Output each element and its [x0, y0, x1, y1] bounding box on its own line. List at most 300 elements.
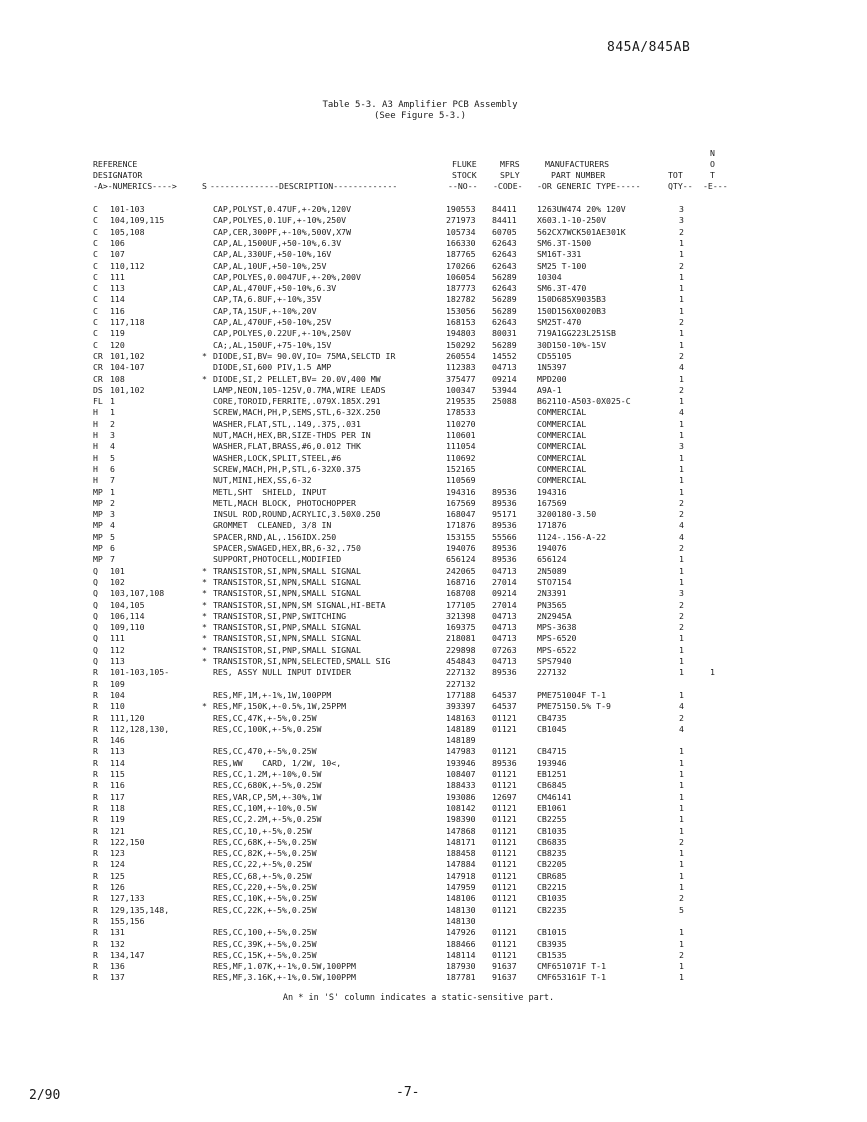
part-number: SM25 T-100 — [537, 260, 587, 271]
table-row — [0, 215, 867, 226]
part-number: EB1061 — [537, 802, 567, 813]
part-number: 167569 — [537, 497, 567, 508]
total-qty: 1 — [679, 769, 684, 779]
total-qty: 1 — [679, 249, 684, 260]
table-row — [0, 419, 867, 430]
total-qty: 2 — [679, 226, 684, 237]
fluke-stock-no: 271973 — [446, 215, 476, 226]
header-fluke: FLUKE — [452, 159, 477, 169]
fluke-stock-no: 147868 — [446, 825, 476, 836]
description: RES,CC,82K,+-5%,0.25W — [213, 848, 317, 859]
mfrs-sply-code: 09214 — [492, 588, 517, 599]
mfrs-sply-code: 60705 — [492, 226, 517, 237]
designator-prefix: C — [93, 305, 98, 316]
table-row — [0, 532, 867, 543]
total-qty: 2 — [679, 497, 684, 508]
part-number: 30D150-10%-15V — [537, 339, 607, 350]
designator-numerics: 1 — [110, 396, 115, 407]
designator-prefix: MP — [93, 497, 103, 508]
designator-numerics: 110,112 — [110, 260, 145, 271]
total-qty: 1 — [679, 373, 684, 384]
part-number: CM46141 — [537, 791, 572, 802]
fluke-stock-no: 152165 — [446, 463, 476, 474]
header-stock-no: --NO-- — [448, 181, 478, 191]
designator-prefix: C — [93, 317, 98, 327]
total-qty: 1 — [679, 554, 684, 565]
fluke-stock-no: 112383 — [446, 362, 476, 373]
designator-prefix: H — [93, 441, 98, 452]
description: WASHER,LOCK,SPLIT,STEEL,#6 — [213, 452, 342, 463]
header-mfrs: MFRS — [500, 159, 520, 169]
designator-numerics: 111,120 — [110, 712, 145, 723]
designator-numerics: 5 — [110, 531, 115, 542]
designator-prefix: R — [93, 904, 98, 915]
mfrs-sply-code: 62643 — [492, 283, 517, 294]
description: TRANSISTOR,SI,NPN,SMALL SIGNAL — [213, 633, 361, 644]
total-qty: 1 — [679, 463, 684, 474]
fluke-stock-no: 110270 — [446, 418, 476, 429]
designator-numerics: 2 — [110, 497, 115, 508]
static-flag: * — [202, 565, 207, 576]
table-row — [0, 893, 867, 904]
fluke-stock-no: 110692 — [446, 452, 476, 463]
total-qty: 1 — [679, 972, 684, 983]
fluke-stock-no: 187930 — [446, 961, 476, 972]
total-qty: 4 — [679, 407, 684, 418]
table-row — [0, 701, 867, 712]
mfrs-sply-code: 62643 — [492, 249, 517, 260]
designator-prefix: C — [93, 328, 98, 339]
total-qty: 2 — [679, 317, 684, 327]
part-number: COMMERCIAL — [537, 441, 587, 452]
table-row — [0, 543, 867, 554]
total-qty: 1 — [679, 689, 684, 700]
part-number: COMMERCIAL — [537, 463, 587, 474]
table-row — [0, 611, 867, 622]
table-row — [0, 859, 867, 870]
fluke-stock-no: 177105 — [446, 599, 476, 610]
description: CAP,AL,470UF,+50-10%,25V — [213, 317, 332, 327]
table-row — [0, 294, 867, 305]
designator-numerics: 125 — [110, 870, 125, 881]
designator-prefix: R — [93, 723, 98, 734]
description: RES,CC,680K,+-5%,0.25W — [213, 780, 322, 791]
designator-prefix: C — [93, 271, 98, 282]
designator-numerics: 114 — [110, 757, 125, 768]
part-number: MPS-3638 — [537, 622, 577, 633]
fluke-stock-no: 170266 — [446, 260, 476, 271]
static-flag: * — [202, 656, 207, 666]
table-row — [0, 679, 867, 690]
mfrs-sply-code: 07263 — [492, 644, 517, 655]
mfrs-sply-code: 01121 — [492, 882, 517, 892]
description: WASHER,FLAT,STL,.149,.375,.031 — [213, 418, 361, 429]
part-number: CB2205 — [537, 859, 567, 870]
fluke-stock-no: 147918 — [446, 870, 476, 881]
part-number: CB1015 — [537, 927, 567, 938]
total-qty: 1 — [679, 565, 684, 576]
designator-prefix: H — [93, 407, 98, 418]
mfrs-sply-code: 62643 — [492, 237, 517, 248]
total-qty: 4 — [679, 723, 684, 734]
header-part-number: PART NUMBER — [551, 170, 606, 180]
designator-numerics: 115 — [110, 769, 125, 779]
part-number: CB1035 — [537, 893, 567, 904]
description: CAP,POLYES,0.22UF,+-10%,250V — [213, 328, 352, 339]
mfrs-sply-code: 01121 — [492, 723, 517, 734]
designator-numerics: 126 — [110, 882, 125, 892]
mfrs-sply-code: 01121 — [492, 859, 517, 870]
description: RES, ASSY NULL INPUT DIVIDER — [213, 667, 352, 678]
fluke-stock-no: 454843 — [446, 656, 476, 666]
table-row — [0, 509, 867, 520]
fluke-stock-no: 147926 — [446, 927, 476, 938]
fluke-stock-no: 168047 — [446, 509, 476, 520]
description: NUT,MACH,HEX,BR,SIZE-THDS PER IN — [213, 430, 371, 440]
designator-numerics: 101-103,105- — [110, 667, 170, 678]
description: CAP,TA,15UF,+-10%,20V — [213, 305, 317, 316]
description: RES,MF,1M,+-1%,1W,100PPM — [213, 689, 332, 700]
table-row — [0, 487, 867, 498]
designator-numerics: 127,133 — [110, 893, 145, 904]
designator-prefix: C — [93, 249, 98, 260]
part-number: CMF651071F T-1 — [537, 961, 607, 972]
designator-prefix: H — [93, 418, 98, 429]
designator-numerics: 4 — [110, 441, 115, 452]
designator-numerics: 1 — [110, 407, 115, 418]
designator-numerics: 113 — [110, 283, 125, 294]
total-qty: 1 — [679, 757, 684, 768]
designator-numerics: 1 — [110, 486, 115, 497]
designator-numerics: 122,150 — [110, 836, 145, 847]
description: CAP,CER,300PF,+-10%,500V,X7W — [213, 226, 352, 237]
table-row — [0, 735, 867, 746]
mfrs-sply-code: 01121 — [492, 949, 517, 960]
mfrs-sply-code: 04713 — [492, 362, 517, 373]
total-qty: 2 — [679, 599, 684, 610]
table-row — [0, 464, 867, 475]
designator-numerics: 121 — [110, 825, 125, 836]
fluke-stock-no: 177188 — [446, 689, 476, 700]
designator-prefix: Q — [93, 622, 98, 633]
designator-numerics: 104,105 — [110, 599, 145, 610]
part-number: CD55105 — [537, 350, 572, 361]
fluke-stock-no: 148106 — [446, 893, 476, 904]
description: TRANSISTOR,SI,NPN,SM SIGNAL,HI-BETA — [213, 599, 386, 610]
designator-numerics: 132 — [110, 938, 125, 949]
total-qty: 1 — [679, 746, 684, 757]
fluke-stock-no: 188433 — [446, 780, 476, 791]
mfrs-sply-code: 01121 — [492, 780, 517, 791]
designator-prefix: C — [93, 294, 98, 305]
designator-prefix: MP — [93, 486, 103, 497]
fluke-stock-no: 153056 — [446, 305, 476, 316]
description: CAP,AL,330UF,+50-10%,16V — [213, 249, 332, 260]
part-number: EB1251 — [537, 769, 567, 779]
mfrs-sply-code: 04713 — [492, 565, 517, 576]
fluke-stock-no: 188458 — [446, 848, 476, 859]
description: RES,MF,1.07K,+-1%,0.5W,100PPM — [213, 961, 356, 972]
part-number: 1124-.156-A-22 — [537, 531, 607, 542]
designator-prefix: R — [93, 769, 98, 779]
description: TRANSISTOR,SI,NPN,SMALL SIGNAL — [213, 576, 361, 587]
fluke-stock-no: 194803 — [446, 328, 476, 339]
table-row — [0, 848, 867, 859]
table-row — [0, 656, 867, 667]
designator-numerics: 104,109,115 — [110, 215, 165, 226]
designator-prefix: R — [93, 961, 98, 972]
table-row — [0, 758, 867, 769]
fluke-stock-no: 187781 — [446, 972, 476, 983]
designator-prefix: R — [93, 848, 98, 859]
total-qty: 3 — [679, 588, 684, 599]
total-qty: 1 — [679, 283, 684, 294]
designator-numerics: 105,108 — [110, 226, 145, 237]
mfrs-sply-code: 01121 — [492, 746, 517, 757]
part-number: 2N5089 — [537, 565, 567, 576]
designator-prefix: Q — [93, 644, 98, 655]
designator-prefix: R — [93, 949, 98, 960]
mfrs-sply-code: 01121 — [492, 712, 517, 723]
description: SPACER,RND,AL,.156IDX.250 — [213, 531, 337, 542]
total-qty: 2 — [679, 836, 684, 847]
total-qty: 2 — [679, 350, 684, 361]
table-title: Table 5-3. A3 Amplifier PCB Assembly — [322, 100, 518, 110]
table-row — [0, 939, 867, 950]
static-flag: * — [202, 599, 207, 610]
mfrs-sply-code: 89536 — [492, 543, 517, 553]
table-row — [0, 340, 867, 351]
designator-prefix: R — [93, 678, 98, 689]
mfrs-sply-code: 89536 — [492, 520, 517, 531]
description: RES,CC,220,+-5%,0.25W — [213, 882, 317, 892]
part-number: 2N3391 — [537, 588, 567, 599]
table-row — [0, 238, 867, 249]
designator-numerics: 108 — [110, 373, 125, 384]
mfrs-sply-code: 01121 — [492, 870, 517, 881]
mfrs-sply-code: 62643 — [492, 317, 517, 327]
total-qty: 1 — [679, 882, 684, 892]
description: RES,CC,100,+-5%,0.25W — [213, 927, 317, 938]
designator-prefix: C — [93, 204, 98, 214]
part-number: CB1035 — [537, 825, 567, 836]
description: CA;,AL,150UF,+75-10%,15V — [213, 339, 332, 350]
part-number: 171876 — [537, 520, 567, 531]
part-number: PME75150.5% T-9 — [537, 701, 611, 712]
fluke-stock-no: 148114 — [446, 949, 476, 960]
designator-prefix: R — [93, 927, 98, 938]
total-qty: 1 — [679, 656, 684, 666]
designator-prefix: MP — [93, 509, 103, 520]
mfrs-sply-code: 56289 — [492, 271, 517, 282]
mfrs-sply-code: 01121 — [492, 893, 517, 904]
designator-numerics: 101,102 — [110, 384, 145, 395]
fluke-stock-no: 178533 — [446, 407, 476, 418]
table-row — [0, 261, 867, 272]
designator-prefix: R — [93, 791, 98, 802]
total-qty: 4 — [679, 701, 684, 712]
total-qty: 1 — [679, 780, 684, 791]
total-qty: 1 — [679, 486, 684, 497]
part-number: 656124 — [537, 554, 567, 565]
table-row — [0, 746, 867, 757]
designator-numerics: 129,135,148, — [110, 904, 170, 915]
table-row — [0, 374, 867, 385]
description: CAP,AL,10UF,+50-10%,25V — [213, 260, 327, 271]
part-number: CB4715 — [537, 746, 567, 757]
part-number: CB2215 — [537, 882, 567, 892]
total-qty: 4 — [679, 531, 684, 542]
designator-numerics: 117 — [110, 791, 125, 802]
total-qty: 1 — [679, 927, 684, 938]
designator-numerics: 110 — [110, 701, 125, 712]
fluke-stock-no: 147959 — [446, 882, 476, 892]
description: RES,CC,47K,+-5%,0.25W — [213, 712, 317, 723]
designator-prefix: R — [93, 802, 98, 813]
description: CAP,AL,1500UF,+50-10%,6.3V — [213, 237, 342, 248]
total-qty: 3 — [679, 204, 684, 214]
mfrs-sply-code: 84411 — [492, 215, 517, 226]
total-qty: 1 — [679, 870, 684, 881]
description: RES,CC,39K,+-5%,0.25W — [213, 938, 317, 949]
total-qty: 1 — [679, 339, 684, 350]
fluke-stock-no: 100347 — [446, 384, 476, 395]
part-number: CB2255 — [537, 814, 567, 825]
fluke-stock-no: 148130 — [446, 904, 476, 915]
fluke-stock-no: 148171 — [446, 836, 476, 847]
part-number: SM6.3T-1500 — [537, 237, 592, 248]
description: DIODE,SI,BV= 90.0V,IO= 75MA,SELCTD IR — [213, 350, 396, 361]
header-note-o: O — [710, 159, 715, 169]
description: TRANSISTOR,SI,PNP,SMALL SIGNAL — [213, 644, 361, 655]
description: TRANSISTOR,SI,PNP,SWITCHING — [213, 610, 347, 621]
description: GROMMET CLEANED, 3/8 IN — [213, 520, 332, 531]
static-flag: * — [202, 633, 207, 644]
designator-prefix: Q — [93, 576, 98, 587]
part-number: A9A-1 — [537, 384, 562, 395]
header-note-e: -E--- — [703, 181, 728, 191]
designator-numerics: 4 — [110, 520, 115, 531]
total-qty: 1 — [679, 848, 684, 859]
mfrs-sply-code: 56289 — [492, 339, 517, 350]
table-row — [0, 690, 867, 701]
total-qty: 1 — [679, 237, 684, 248]
fluke-stock-no: 150292 — [446, 339, 476, 350]
designator-prefix: C — [93, 339, 98, 350]
part-number: CB2235 — [537, 904, 567, 915]
designator-numerics: 111 — [110, 271, 125, 282]
part-number: SM16T-331 — [537, 249, 582, 260]
description: LAMP,NEON,105-125V,0.7MA,WIRE LEADS — [213, 384, 386, 395]
part-number: COMMERCIAL — [537, 475, 587, 486]
designator-prefix: R — [93, 938, 98, 949]
fluke-stock-no: 148189 — [446, 735, 476, 746]
fluke-stock-no: 260554 — [446, 350, 476, 361]
table-row — [0, 622, 867, 633]
fluke-stock-no: 218081 — [446, 633, 476, 644]
static-flag: * — [202, 373, 207, 384]
designator-prefix: R — [93, 870, 98, 881]
header-designator: DESIGNATOR — [93, 170, 143, 180]
description: METL,SHT SHIELD, INPUT — [213, 486, 327, 497]
description: CAP,AL,470UF,+50-10%,6.3V — [213, 283, 337, 294]
designator-prefix: R — [93, 746, 98, 757]
designator-numerics: 136 — [110, 961, 125, 972]
designator-prefix: R — [93, 712, 98, 723]
mfrs-sply-code: 56289 — [492, 305, 517, 316]
fluke-stock-no: 111054 — [446, 441, 476, 452]
static-flag: * — [202, 701, 207, 712]
part-number: MPS-6522 — [537, 644, 577, 655]
designator-numerics: 113 — [110, 746, 125, 757]
designator-prefix: Q — [93, 656, 98, 666]
designator-prefix: Q — [93, 599, 98, 610]
mfrs-sply-code: 55566 — [492, 531, 517, 542]
total-qty: 1 — [679, 294, 684, 305]
total-qty: 3 — [679, 215, 684, 226]
fluke-stock-no: 148130 — [446, 915, 476, 926]
mfrs-sply-code: 53944 — [492, 384, 517, 395]
revision-date: 2/90 — [29, 1088, 61, 1103]
description: RES,MF,3.16K,+-1%,0.5W,100PPM — [213, 972, 356, 983]
mfrs-sply-code: 12697 — [492, 791, 517, 802]
part-number: 150D156X0020B3 — [537, 305, 607, 316]
part-number: COMMERCIAL — [537, 407, 587, 418]
designator-prefix: R — [93, 814, 98, 825]
designator-numerics: 123 — [110, 848, 125, 859]
description: RES,CC,10K,+-5%,0.25W — [213, 893, 317, 904]
table-row — [0, 713, 867, 724]
description: METL,MACH BLOCK, PHOTOCHOPPER — [213, 497, 356, 508]
designator-numerics: 103,107,108 — [110, 588, 165, 599]
designator-prefix: Q — [93, 588, 98, 599]
part-number: 193946 — [537, 757, 567, 768]
fluke-stock-no: 108407 — [446, 769, 476, 779]
table-row — [0, 780, 867, 791]
part-number: CMF653161F T-1 — [537, 972, 607, 983]
part-number: 194316 — [537, 486, 567, 497]
designator-numerics: 116 — [110, 780, 125, 791]
designator-prefix: DS — [93, 384, 103, 395]
header-note-n: N — [710, 148, 715, 158]
fluke-stock-no: 148163 — [446, 712, 476, 723]
designator-prefix: Q — [93, 610, 98, 621]
part-number: CBR685 — [537, 870, 567, 881]
designator-prefix: CR — [93, 373, 103, 384]
mfrs-sply-code: 91637 — [492, 961, 517, 972]
designator-prefix: Q — [93, 565, 98, 576]
description: RES,CC,2.2M,+-5%,0.25W — [213, 814, 322, 825]
mfrs-sply-code: 62643 — [492, 260, 517, 271]
designator-prefix: R — [93, 689, 98, 700]
mfrs-sply-code: 64537 — [492, 701, 517, 712]
mfrs-sply-code: 89536 — [492, 757, 517, 768]
fluke-stock-no: 188466 — [446, 938, 476, 949]
total-qty: 1 — [679, 430, 684, 440]
description: WASHER,FLAT,BRASS,#6,0.012 THK — [213, 441, 361, 452]
table-row — [0, 396, 867, 407]
header-qty: QTY-- — [668, 181, 693, 191]
fluke-stock-no: 194316 — [446, 486, 476, 497]
mfrs-sply-code: 89536 — [492, 497, 517, 508]
table-row — [0, 916, 867, 927]
header-note-t: T — [710, 170, 715, 180]
part-number: 1263UW474 20% 120V — [537, 204, 626, 214]
total-qty: 1 — [679, 814, 684, 825]
total-qty: 1 — [679, 475, 684, 486]
part-number: SPS7940 — [537, 656, 572, 666]
table-row — [0, 814, 867, 825]
